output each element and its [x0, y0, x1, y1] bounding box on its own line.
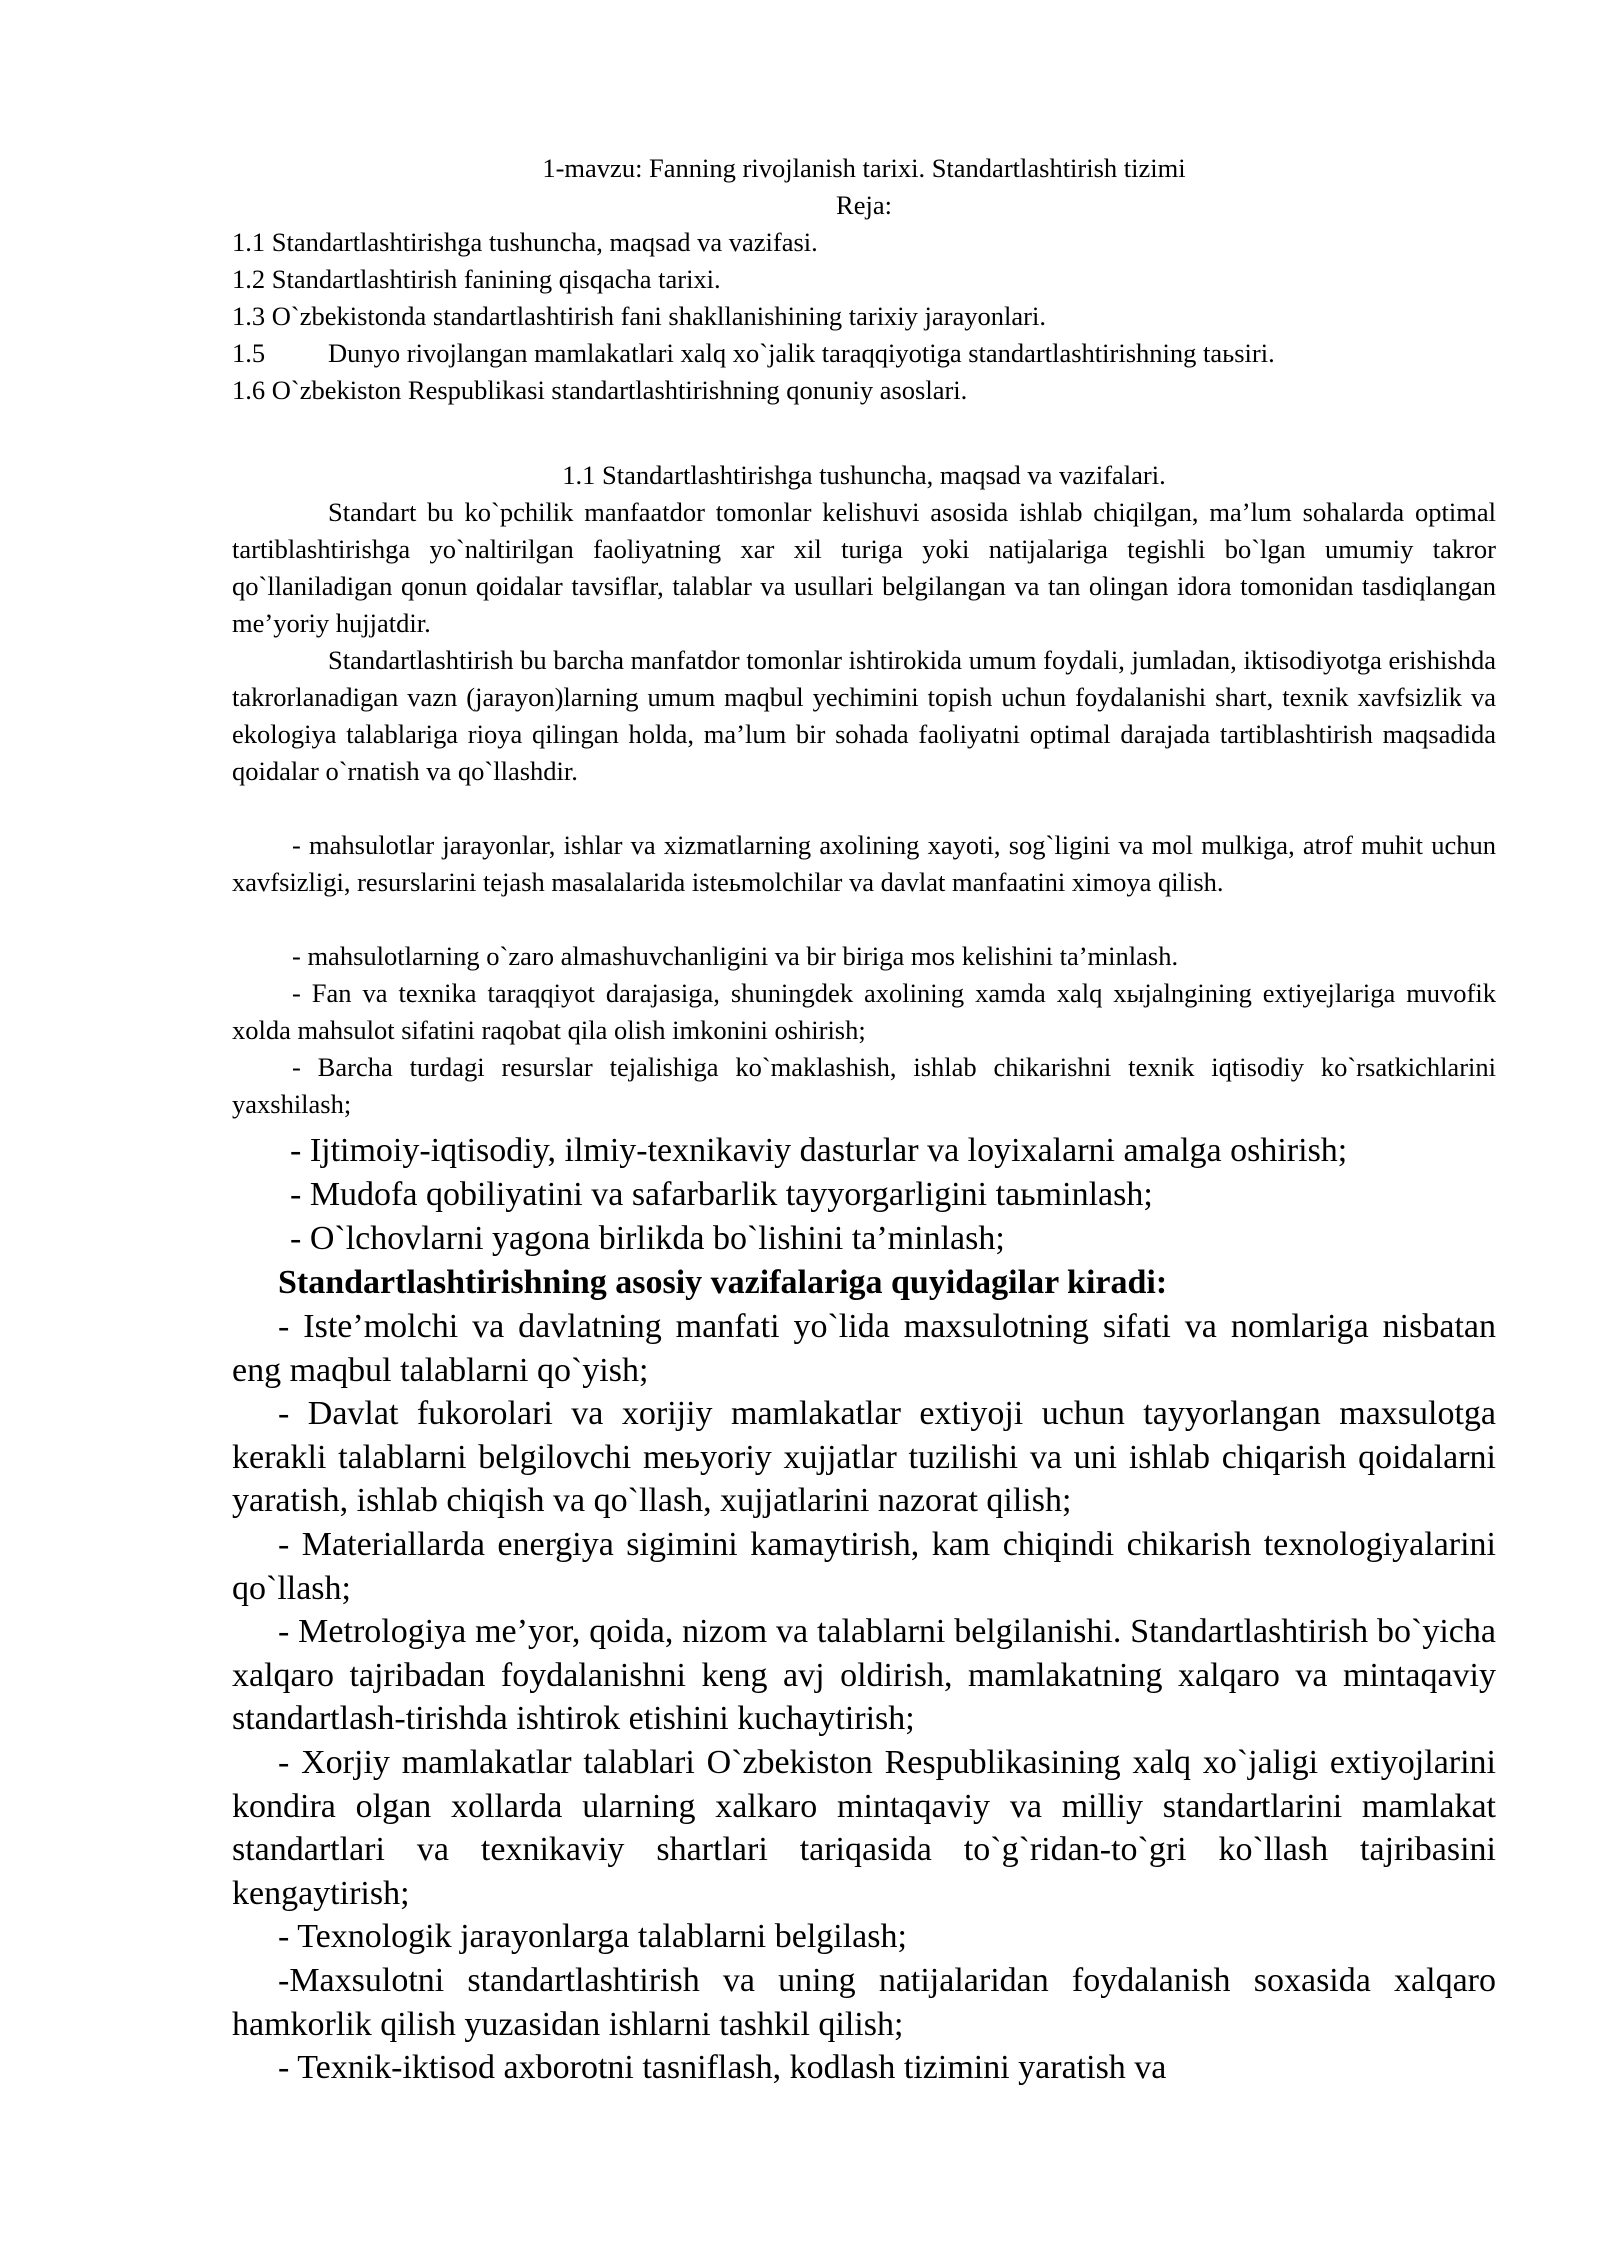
plan-heading: Reja: — [836, 190, 892, 220]
task-item: - Xorjiy mamlakatlar talablari O`zbekiston Respublikasining xalq xo`jaligi extiyojlarini kondira olgan xollarda ularning xalkaro mintaqaviy va milliy standartlarini mamlakat standartlari va texnikaviy shartlari tariqasida to`g`ridan-to`gri ko`llash tajribasini kengaytirish; — [232, 1744, 1496, 1912]
task-item: - Davlat fukorolari va xorijiy mamlakatlar extiyoji uchun tayyorlangan maxsulotga kerakli talablarni belgilovchi meьyoriy xujjatlar tuzilishi va uni ishlab chiqarish qoidalarni yaratish, ishlab chiqish va qo`llash, xujjatlarini nazorat qilish; — [232, 1395, 1496, 1519]
task-item: - Iste’molchi va davlatning manfati yo`lida maxsulotning sifati va nomlariga nisbatan eng maqbul talablarni qo`yish; — [232, 1308, 1496, 1389]
tasks-heading: Standartlashtirishning asosiy vazifalariga quyidagilar kiradi: — [278, 1264, 1168, 1301]
plan-item: 1.2 Standartlashtirish fanining qisqacha tarixi. — [232, 264, 721, 294]
plan-item-number: 1.5 — [232, 338, 266, 368]
definition-standartlashtirish-paragraph: Standartlashtirish bu barcha manfatdor tomonlar ishtirokida umum foydali, jumladan, iktisodiyotga erishishda takrorlanadigan vazn (jarayon)larning umum maqbul yechimini topish uchun foydalanishi shart, texnik xavfsizlik va ekologiya talablariga rioya qilingan holda, ma’lum bir sohada faoliyatni optimal darajada tartiblashtirish maqsadida qoidalar o`rnatish va qo`llashdir. — [232, 645, 1496, 786]
plan-item: 1.3 O`zbekistonda standartlashtirish fani shakllanishining tarixiy jarayonlari. — [232, 301, 1046, 331]
section-title: 1.1 Standartlashtirishga tushuncha, maqsad va vazifalari. — [562, 460, 1166, 490]
plan-item — [232, 335, 1496, 372]
goal-item: - mahsulotlar jarayonlar, ishlar va xizmatlarning axolining xayoti, sog`ligini va mol mulkiga, atrof muhit uchun xavfsizligi, resurslarini tejash masalalarida isteьmolchilar va davlat manfaatini ximoya qilish. — [232, 830, 1496, 897]
goal-item-large: - O`lchovlarni yagona birlikda bo`lishini ta’minlash; — [290, 1220, 1005, 1257]
task-item: - Metrologiya me’yor, qoida, nizom va talablarni belgilanishi. Standartlashtirish bo`yicha xalqaro tajribadan foydalanishni keng avj oldirish, mamlakatning xalqaro va mintaqaviy standartlash-tirishda ishtirok etishini kuchaytirish; — [232, 1613, 1496, 1737]
task-item: - Texnik-iktisod axborotni tasniflash, kodlash tizimini yaratish va — [278, 2049, 1167, 2086]
plan-item-text: Dunyo rivojlangan mamlakatlari xalq xo`jalik taraqqiyotiga standartlashtirishning taьsiri. — [328, 338, 1275, 368]
goal-item-large: - Mudofa qobiliyatini va safarbarlik tayyorgarligini taьminlash; — [290, 1176, 1153, 1213]
task-item: -Maxsulotni standartlashtirish va uning natijalaridan foydalanish soxasida xalqaro hamkorlik qilish yuzasidan ishlarni tashkil qilish; — [232, 1962, 1496, 2043]
goal-item-large: - Ijtimoiy-iqtisodiy, ilmiy-texnikaviy dasturlar va loyixalarni amalga oshirish; — [290, 1132, 1348, 1169]
definition-standart-paragraph: Standart bu ko`pchilik manfaatdor tomonlar kelishuvi asosida ishlab chiqilgan, ma’lum sohalarda optimal tartiblashtirishga yo`naltirilgan faoliyatning xar xil turiga yoki natijalariga tegishli bo`lgan umumiy takror qo`llaniladigan qonun qoidalar tavsiflar, talablar va usullari belgilangan va tan olingan idora tomonidan tasdiqlangan me’yoriy hujjatdir. — [232, 497, 1496, 638]
goal-item: - Fan va texnika taraqqiyot darajasiga, shuningdek axolining xamda xalq xыjalngining extiyejlariga muvofik xolda mahsulot sifatini raqobat qila olish imkonini oshirish; — [232, 978, 1496, 1045]
plan-item: 1.6 O`zbekiston Respublikasi standartlashtirishning qonuniy asoslari. — [232, 375, 968, 405]
goal-item: - Barcha turdagi resurslar tejalishiga ko`maklashish, ishlab chikarishni texnik iqtisodiy ko`rsatkichlarini yaxshilash; — [232, 1052, 1496, 1119]
topic-title: 1-mavzu: Fanning rivojlanish tarixi. Standartlashtirish tizimi — [542, 153, 1186, 183]
goal-item: - mahsulotlarning o`zaro almashuvchanligini va bir biriga mos kelishini ta’minlash. — [292, 941, 1179, 971]
task-item: - Materiallarda energiya sigimini kamaytirish, kam chiqindi chikarish texnologiyalarini qo`llash; — [232, 1526, 1496, 1607]
task-item: - Texnologik jarayonlarga talablarni belgilash; — [278, 1918, 907, 1955]
plan-item: 1.1 Standartlashtirishga tushuncha, maqsad va vazifasi. — [232, 227, 818, 257]
